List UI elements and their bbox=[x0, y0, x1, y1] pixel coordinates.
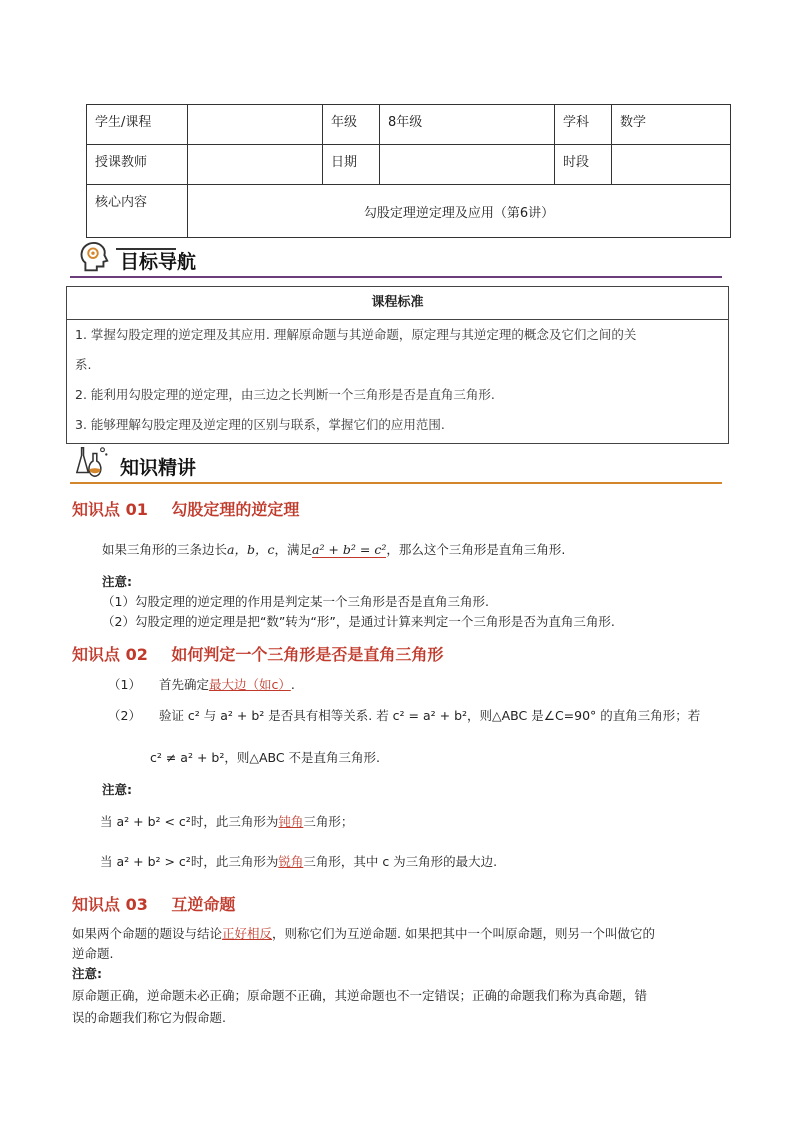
kp-title: 互逆命题 bbox=[171, 895, 236, 914]
kp2-step1 bbox=[108, 675, 295, 695]
standards-header: 课程标准 bbox=[67, 287, 728, 320]
underlined-text: 锐角 bbox=[278, 854, 304, 869]
core-label: 核心内容 bbox=[87, 185, 188, 238]
kp1-note1: （1）勾股定理的逆定理的作用是判定某一个三角形是否是直角三角形. bbox=[102, 594, 489, 609]
text: ，那么这个三角形是直角三角形. bbox=[386, 542, 566, 557]
kp3-line4: 误的命题我们称它为假命题. bbox=[72, 1010, 226, 1025]
head-gear-icon bbox=[74, 238, 112, 276]
step-number: （2） bbox=[108, 708, 141, 723]
text: 当 a² + b² > c²时，此三角形为 bbox=[100, 854, 279, 869]
kp3-line3: 原命题正确，逆命题未必正确；原命题不正确，其逆命题也不一定错误；正确的命题我们称为真命题，错 bbox=[72, 988, 648, 1003]
teacher-label: 授课教师 bbox=[87, 145, 188, 185]
date-label: 日期 bbox=[323, 145, 380, 185]
underlined-text: 最大边（如c） bbox=[208, 677, 291, 692]
grade-value: 8年级 bbox=[380, 105, 555, 145]
standards-box bbox=[66, 286, 729, 444]
kp1-statement bbox=[102, 540, 565, 560]
section-header-knowledge bbox=[70, 454, 722, 486]
core-value: 勾股定理逆定理及应用（第6讲） bbox=[188, 185, 731, 238]
standards-item: 2. 能利用勾股定理的逆定理，由三边之长判断一个三角形是否是直角三角形. bbox=[75, 387, 495, 402]
text: 验证 c² 与 a² + b² 是否具有相等关系. 若 c² = a² + b²，则△ABC 是∠C=90° 的直角三角形；若 bbox=[158, 708, 701, 723]
note-label: 注意: bbox=[102, 782, 132, 797]
period-label: 时段 bbox=[555, 145, 612, 185]
kp-number: 知识点 02 bbox=[72, 645, 148, 664]
kp1-note2: （2）勾股定理的逆定理是把“数”转为“形”，是通过计算来判定一个三角形是否为直角三角形. bbox=[102, 614, 615, 629]
note-label: 注意: bbox=[102, 574, 132, 589]
text: ，满足 bbox=[274, 542, 312, 557]
text: ，则称它们为互逆命题. 如果把其中一个叫原命题，则另一个叫做它的 bbox=[272, 926, 655, 941]
section-title: 知识精讲 bbox=[120, 457, 197, 479]
standards-item: 系. bbox=[75, 357, 92, 372]
kp-number: 知识点 01 bbox=[72, 500, 148, 519]
kp2-obtuse bbox=[100, 812, 353, 832]
text: 如果三角形的三条边长 bbox=[102, 542, 228, 557]
step-number: （1） bbox=[108, 677, 141, 692]
kp-title: 勾股定理的逆定理 bbox=[171, 500, 300, 519]
kp-title: 如何判定一个三角形是否是直角三角形 bbox=[171, 645, 444, 664]
kp3-heading bbox=[72, 892, 235, 915]
kp3-line1 bbox=[72, 924, 655, 944]
note-label: 注意: bbox=[72, 966, 102, 981]
text: 三角形，其中 c 为三角形的最大边. bbox=[303, 854, 498, 869]
formula: a² + b² = c² bbox=[312, 542, 387, 557]
kp3-line2: 逆命题. bbox=[72, 946, 114, 961]
kp2-heading bbox=[72, 642, 443, 665]
section-title: 目标导航 bbox=[120, 251, 197, 273]
text: 当 a² + b² < c²时，此三角形为 bbox=[100, 814, 279, 829]
standards-item: 1. 掌握勾股定理的逆定理及其应用. 理解原命题与其逆命题，原定理与其逆定理的概念及它们之间的关 bbox=[75, 327, 637, 342]
standards-item: 3. 能够理解勾股定理及逆定理的区别与联系，掌握它们的应用范围. bbox=[75, 417, 445, 432]
section-header-goals bbox=[70, 248, 722, 280]
kp-number: 知识点 03 bbox=[72, 895, 148, 914]
flask-icon bbox=[74, 444, 112, 482]
underlined-text: 钝角 bbox=[278, 814, 304, 829]
student-label: 学生/课程 bbox=[87, 105, 188, 145]
kp2-step2-line2: c² ≠ a² + b²，则△ABC 不是直角三角形. bbox=[150, 750, 381, 765]
info-table bbox=[86, 104, 731, 238]
kp1-heading bbox=[72, 497, 299, 520]
date-value bbox=[380, 145, 555, 185]
grade-label: 年级 bbox=[323, 105, 380, 145]
kp2-step2 bbox=[108, 706, 700, 726]
text: 首先确定 bbox=[158, 677, 209, 692]
vars: a，b，c bbox=[227, 542, 275, 557]
subject-label: 学科 bbox=[555, 105, 612, 145]
underlined-text: 正好相反 bbox=[222, 926, 273, 941]
teacher-value bbox=[188, 145, 323, 185]
student-value bbox=[188, 105, 323, 145]
section-underline bbox=[70, 482, 722, 484]
subject-value: 数学 bbox=[612, 105, 731, 145]
section-underline bbox=[70, 276, 722, 278]
text: 三角形； bbox=[303, 814, 354, 829]
text: 如果两个命题的题设与结论 bbox=[72, 926, 223, 941]
text: . bbox=[290, 677, 295, 692]
kp2-acute bbox=[100, 852, 497, 872]
period-value bbox=[612, 145, 731, 185]
